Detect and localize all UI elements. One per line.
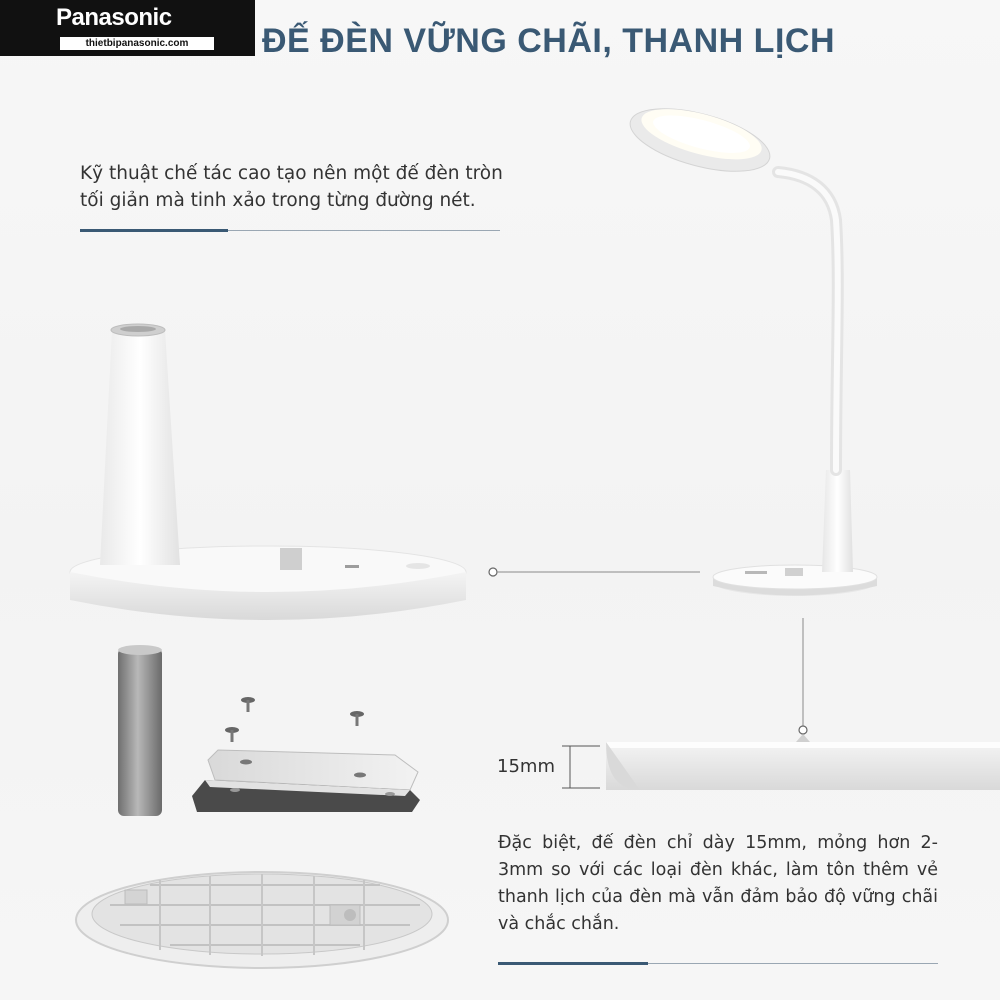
intro-text: Kỹ thuật chế tác cao tạo nên một đế đèn tròn tối giản mà tinh xảo trong từng đường nét.	[80, 163, 503, 211]
brand-url: thietbipanasonic.com	[60, 37, 214, 50]
weight-plates-illustration	[192, 750, 420, 812]
page-title: ĐẾ ĐÈN VỮNG CHÃI, THANH LỊCH	[262, 22, 835, 60]
detail-divider-accent	[498, 962, 648, 965]
base-underside-illustration	[76, 872, 448, 968]
brand-name: Panasonic	[56, 4, 172, 31]
thickness-label: 15mm	[497, 756, 555, 777]
thin-base-detail	[606, 734, 1000, 790]
callout-connector	[489, 568, 700, 576]
desk-lamp-illustration	[624, 96, 877, 596]
battery-illustration	[118, 645, 162, 816]
lamp-base-assembly	[70, 324, 466, 620]
detail-divider	[498, 963, 938, 964]
dimension-marker	[562, 746, 600, 788]
detail-text: Đặc biệt, đế đèn chỉ dày 15mm, mỏng hơn 2-3mm so với các loại đèn khác, làm tôn thêm vẻ thanh lịch của đèn mà vẫn đảm bảo độ vững chãi và chắc chắn.	[498, 833, 938, 934]
screws-illustration	[225, 697, 364, 742]
thickness-callout	[799, 618, 807, 734]
